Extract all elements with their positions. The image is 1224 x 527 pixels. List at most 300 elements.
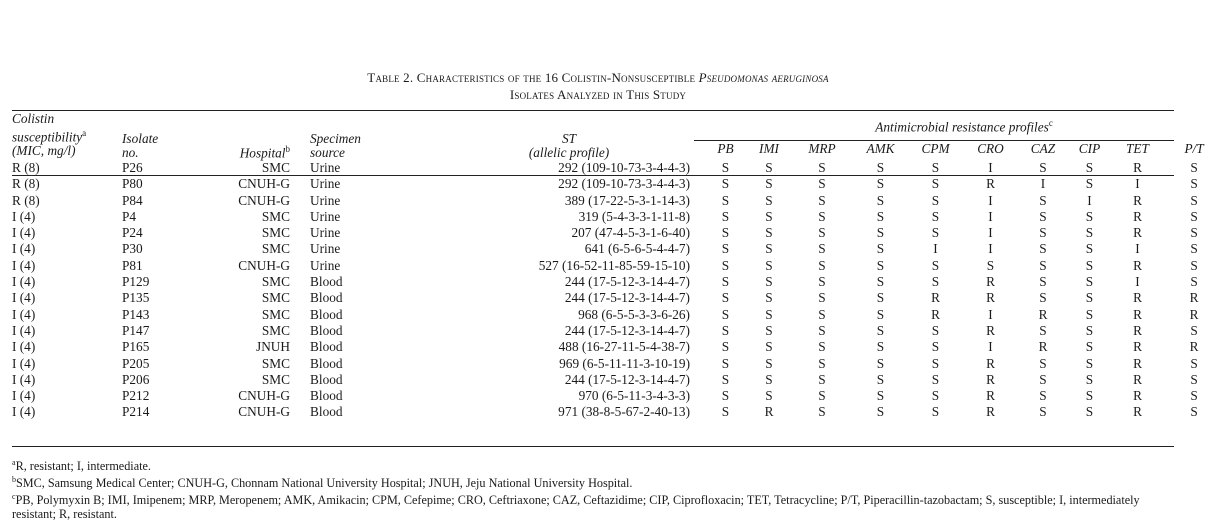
table-row xyxy=(12,241,1224,257)
resistance-cell: I xyxy=(988,241,993,257)
resistance-cell: S xyxy=(1190,257,1198,273)
caption-line-1 xyxy=(0,69,1196,86)
resistance-cell: S xyxy=(876,208,885,224)
resistance-cell: S xyxy=(721,290,730,306)
caption-organism: Pseudomonas aeruginosa xyxy=(698,70,829,85)
antibiotic-header: PB xyxy=(717,141,734,156)
hospital-cell: CNUH-G xyxy=(238,388,290,404)
resistance-cell: S xyxy=(1085,322,1094,338)
resistance-cell: S xyxy=(818,241,826,257)
resistance-cell: S xyxy=(765,208,773,224)
specimen-cell: Blood xyxy=(310,371,343,387)
resistance-cell: S xyxy=(1085,208,1094,224)
st-cell: 970 (6-5-11-3-4-3-3) xyxy=(578,388,690,404)
resistance-cell: S xyxy=(876,404,885,420)
isolate-cell: P206 xyxy=(122,371,150,387)
resistance-cell: S xyxy=(876,257,885,273)
resistance-cell: R xyxy=(1133,257,1142,273)
resistance-cell: S xyxy=(721,322,730,338)
st-header-line-1: ST xyxy=(561,131,577,146)
resistance-cell: S xyxy=(1190,208,1198,224)
caption-line-2: Isolates Analyzed in This Study xyxy=(509,87,687,102)
st-cell: 971 (38-8-5-67-2-40-13) xyxy=(558,404,690,420)
specimen-cell: Urine xyxy=(310,225,341,241)
resistance-cell: R xyxy=(1133,290,1142,306)
resistance-cell: R xyxy=(1133,322,1142,338)
resistance-cell: S xyxy=(876,274,885,290)
table-row xyxy=(12,160,1224,176)
resistance-cell: R xyxy=(1133,160,1142,175)
resistance-cell: S xyxy=(931,160,940,175)
resistance-cell: S xyxy=(1039,388,1047,404)
isolate-cell: P129 xyxy=(122,274,150,290)
resistance-cell: S xyxy=(876,225,885,241)
resistance-cell: S xyxy=(1190,241,1198,257)
resistance-cell: S xyxy=(1039,257,1047,273)
resistance-cell: S xyxy=(1039,160,1047,175)
resistance-cell: S xyxy=(931,388,940,404)
resistance-cell: S xyxy=(818,339,826,355)
st-cell: 244 (17-5-12-3-14-4-7) xyxy=(564,322,690,338)
antibiotic-header: CAZ xyxy=(1030,141,1056,156)
isolate-cell: P26 xyxy=(122,160,143,175)
antibiotic-header: CRO xyxy=(977,141,1004,156)
resistance-cell: I xyxy=(933,241,938,257)
isolate-cell: P24 xyxy=(122,225,143,241)
antibiotic-header: P/T xyxy=(1184,141,1204,156)
resistance-cell: R xyxy=(1189,306,1199,322)
table-row xyxy=(12,404,1224,420)
specimen-cell: Blood xyxy=(310,306,343,322)
resistance-cell: R xyxy=(1133,404,1142,420)
resistance-cell: S xyxy=(1085,339,1094,355)
specimen-cell: Urine xyxy=(310,160,341,175)
resistance-cell: S xyxy=(1190,322,1198,338)
specimen-cell: Blood xyxy=(310,339,343,355)
st-cell: 488 (16-27-11-5-4-38-7) xyxy=(558,339,690,355)
resistance-cell: S xyxy=(818,176,826,192)
colistin-header-line-2 xyxy=(12,126,108,144)
resistance-cell: S xyxy=(1190,225,1198,241)
resistance-cell: R xyxy=(986,274,995,290)
resistance-cell: S xyxy=(1039,404,1047,420)
resistance-cell: S xyxy=(818,160,826,175)
colistin-cell: I (4) xyxy=(12,371,36,387)
resistance-cell: R xyxy=(986,290,995,306)
resistance-cell: S xyxy=(1039,290,1047,306)
resistance-cell: R xyxy=(1133,339,1142,355)
resistance-cell: S xyxy=(931,355,940,371)
resistance-cell: S xyxy=(1085,241,1094,257)
resistance-cell: I xyxy=(988,160,993,175)
table-row xyxy=(12,339,1224,355)
resistance-cell: S xyxy=(1039,274,1047,290)
antibiotic-header: CPM xyxy=(921,141,950,156)
hospital-cell: SMC xyxy=(261,160,290,175)
specimen-cell: Blood xyxy=(310,274,343,290)
colistin-cell: I (4) xyxy=(12,257,36,273)
resistance-cell: S xyxy=(1085,355,1094,371)
st-cell: 244 (17-5-12-3-14-4-7) xyxy=(564,290,690,306)
resistance-cell: S xyxy=(1039,208,1047,224)
st-cell: 389 (17-22-5-3-1-14-3) xyxy=(564,192,690,208)
resistance-cell: R xyxy=(986,176,995,192)
st-cell: 244 (17-5-12-3-14-4-7) xyxy=(564,371,690,387)
resistance-cell: S xyxy=(1190,371,1198,387)
specimen-header xyxy=(304,112,394,160)
resistance-cell: S xyxy=(876,355,885,371)
isolate-cell: P80 xyxy=(122,176,143,192)
resistance-cell: R xyxy=(1133,225,1142,241)
specimen-cell: Blood xyxy=(310,404,343,420)
colistin-footnote-mark: a xyxy=(82,128,87,138)
resistance-cell: S xyxy=(721,225,730,241)
st-cell: 319 (5-4-3-3-1-11-8) xyxy=(578,208,690,224)
resistance-cell: I xyxy=(1040,176,1046,192)
resistance-cell: S xyxy=(721,339,730,355)
st-header-line-2: (allelic profile) xyxy=(528,145,610,160)
resistance-cell: S xyxy=(765,160,773,175)
colistin-header-line-3: (MIC, mg/l) xyxy=(12,143,76,159)
resistance-cell: S xyxy=(765,388,773,404)
footnote-text: PB, Polymyxin B; IMI, Imipenem; MRP, Meropenem; AMK, Amikacin; CPM, Cefepime; CRO, Ceftriaxone; CAZ, Ceftazidime; CIP, Ciprofloxacin; TET, Tetracycline; P/T, Piperacillin-tazobactam; S, susceptible; I, intermediately resistant; R, resistant. xyxy=(12,493,1140,522)
resistance-cell: R xyxy=(986,322,995,338)
resistance-cell: S xyxy=(765,257,773,273)
table-row xyxy=(12,388,1224,404)
resistance-cell: S xyxy=(818,192,826,208)
resistance-cell: S xyxy=(876,339,885,355)
resistance-cell: S xyxy=(818,225,826,241)
hospital-cell: SMC xyxy=(261,371,290,387)
colistin-cell: R (8) xyxy=(12,160,40,175)
resistance-cell: S xyxy=(721,241,730,257)
hospital-cell: JNUH xyxy=(256,339,290,355)
colistin-header-text: susceptibility xyxy=(12,129,83,145)
resistance-cell: S xyxy=(721,355,730,371)
resistance-group-header xyxy=(704,112,1224,138)
hospital-cell: SMC xyxy=(261,355,290,371)
resistance-cell: S xyxy=(765,290,773,306)
resistance-cell: S xyxy=(1085,160,1094,175)
resistance-cell: S xyxy=(931,339,940,355)
specimen-cell: Urine xyxy=(310,176,341,192)
resistance-cell: S xyxy=(931,192,940,208)
resistance-cell: S xyxy=(1190,160,1198,175)
resistance-cell: S xyxy=(818,306,826,322)
st-cell: 292 (109-10-73-3-4-4-3) xyxy=(558,176,690,192)
resistance-cell: S xyxy=(765,339,773,355)
hospital-cell: SMC xyxy=(261,290,290,306)
resistance-cell: S xyxy=(765,241,773,257)
footnotes xyxy=(12,456,1182,521)
resistance-group-text: Antimicrobial resistance profiles xyxy=(875,119,1049,135)
isolate-cell: P4 xyxy=(122,208,137,224)
resistance-cell: S xyxy=(931,176,940,192)
st-cell: 968 (6-5-5-3-3-6-26) xyxy=(578,306,690,322)
resistance-cell: R xyxy=(931,306,940,322)
table-row xyxy=(12,176,1224,192)
st-cell: 641 (6-5-6-5-4-4-7) xyxy=(584,241,690,257)
resistance-cell: S xyxy=(1190,404,1198,420)
footnote xyxy=(12,490,1182,521)
resistance-cell: S xyxy=(1085,306,1094,322)
resistance-cell: S xyxy=(1085,225,1094,241)
resistance-cell: S xyxy=(721,404,730,420)
hospital-cell: CNUH-G xyxy=(238,192,290,208)
isolate-cell: P147 xyxy=(122,322,150,338)
colistin-header xyxy=(12,112,108,160)
bottom-rule xyxy=(12,446,1174,447)
resistance-cell: S xyxy=(876,241,885,257)
resistance-cell: S xyxy=(876,306,885,322)
footnote-mark: c xyxy=(12,492,16,502)
hospital-footnote-mark: b xyxy=(285,143,290,154)
table-body xyxy=(12,160,1224,421)
resistance-cell: R xyxy=(1038,339,1048,355)
hospital-cell: SMC xyxy=(261,241,290,257)
isolate-cell: P135 xyxy=(122,290,150,306)
resistance-cell: S xyxy=(1039,371,1047,387)
resistance-cell: S xyxy=(818,322,826,338)
resistance-cell: S xyxy=(1085,257,1094,273)
resistance-cell: S xyxy=(765,225,773,241)
resistance-cell: I xyxy=(1135,274,1140,290)
resistance-cell: S xyxy=(931,208,940,224)
resistance-cell: S xyxy=(1039,355,1047,371)
colistin-cell: I (4) xyxy=(12,388,36,404)
isolate-cell: P165 xyxy=(122,339,150,355)
isolate-cell: P214 xyxy=(122,404,150,420)
resistance-cell: S xyxy=(818,274,826,290)
resistance-cell: S xyxy=(986,257,995,273)
isolate-cell: P143 xyxy=(122,306,150,322)
isolate-cell: P81 xyxy=(122,257,143,273)
hospital-cell: CNUH-G xyxy=(238,257,290,273)
resistance-cell: S xyxy=(931,404,940,420)
specimen-cell: Blood xyxy=(310,322,343,338)
isolate-header-line-2: no. xyxy=(122,145,139,160)
resistance-cell: R xyxy=(931,290,940,306)
resistance-cell: S xyxy=(876,322,885,338)
resistance-cell: R xyxy=(986,355,995,371)
resistance-cell: S xyxy=(721,208,730,224)
specimen-cell: Blood xyxy=(310,355,343,371)
resistance-cell: S xyxy=(721,192,730,208)
resistance-cell: R xyxy=(986,404,995,420)
resistance-cell: R xyxy=(1133,306,1142,322)
resistance-cell: I xyxy=(988,225,993,241)
st-cell: 527 (16-52-11-85-59-15-10) xyxy=(538,257,690,273)
footnote xyxy=(12,456,1182,473)
table-row xyxy=(12,258,1224,274)
resistance-cell: R xyxy=(1189,339,1199,355)
colistin-cell: I (4) xyxy=(12,225,36,241)
table-row xyxy=(12,323,1224,339)
resistance-cell: S xyxy=(1190,192,1198,208)
resistance-cell: S xyxy=(1039,322,1047,338)
resistance-cell: S xyxy=(818,388,826,404)
isolate-table xyxy=(12,112,1224,421)
resistance-cell: R xyxy=(1133,371,1142,387)
resistance-cell: S xyxy=(1190,388,1198,404)
resistance-cell: S xyxy=(721,257,730,273)
footnote-text: R, resistant; I, intermediate. xyxy=(15,459,151,474)
isolate-header xyxy=(108,112,204,160)
resistance-cell: S xyxy=(1039,241,1047,257)
resistance-cell: R xyxy=(764,404,774,420)
resistance-cell: S xyxy=(1085,404,1094,420)
hospital-header xyxy=(204,112,304,160)
footnote xyxy=(12,473,1182,490)
resistance-cell: S xyxy=(876,160,885,175)
resistance-cell: R xyxy=(1038,306,1048,322)
resistance-cell: S xyxy=(765,306,773,322)
resistance-cell: I xyxy=(1135,241,1140,257)
antibiotic-header: IMI xyxy=(759,141,779,156)
footnote-mark: a xyxy=(12,458,16,467)
resistance-cell: S xyxy=(876,371,885,387)
antibiotic-header: TET xyxy=(1126,141,1149,156)
hospital-cell: SMC xyxy=(261,208,290,224)
table-row xyxy=(12,307,1224,323)
resistance-cell: S xyxy=(1190,274,1198,290)
hospital-cell: CNUH-G xyxy=(238,404,290,420)
st-header xyxy=(394,112,704,160)
colistin-cell: I (4) xyxy=(12,274,36,290)
resistance-cell: S xyxy=(818,290,826,306)
resistance-cell: S xyxy=(818,257,826,273)
resistance-cell: S xyxy=(765,176,773,192)
colistin-cell: I (4) xyxy=(12,355,36,371)
isolate-cell: P30 xyxy=(122,241,143,257)
resistance-cell: S xyxy=(1039,225,1047,241)
colistin-cell: I (4) xyxy=(12,290,36,306)
resistance-cell: R xyxy=(986,371,995,387)
table-row xyxy=(12,225,1224,241)
resistance-cell: S xyxy=(931,371,940,387)
antibiotic-header: MRP xyxy=(808,141,836,156)
colistin-cell: R (8) xyxy=(12,176,40,192)
resistance-cell: S xyxy=(876,176,885,192)
resistance-cell: S xyxy=(765,355,773,371)
hospital-header-text: Hospital xyxy=(239,145,286,160)
isolate-cell: P205 xyxy=(122,355,150,371)
colistin-cell: I (4) xyxy=(12,404,36,420)
resistance-cell: I xyxy=(988,192,993,208)
resistance-cell: S xyxy=(1085,371,1094,387)
specimen-header-line-2: source xyxy=(310,145,345,160)
hospital-cell: SMC xyxy=(261,225,290,241)
top-rule xyxy=(12,110,1174,111)
resistance-cell: S xyxy=(721,274,730,290)
resistance-cell: S xyxy=(765,192,773,208)
isolate-cell: P84 xyxy=(122,192,143,208)
resistance-cell: R xyxy=(1189,290,1199,306)
resistance-cell: S xyxy=(931,322,940,338)
hospital-cell: SMC xyxy=(261,322,290,338)
resistance-cell: I xyxy=(988,306,993,322)
resistance-cell: I xyxy=(1135,176,1140,192)
resistance-cell: S xyxy=(931,274,940,290)
hospital-cell: CNUH-G xyxy=(238,176,290,192)
resistance-cell: S xyxy=(876,290,885,306)
antibiotic-header: CIP xyxy=(1078,141,1101,156)
resistance-cell: S xyxy=(765,322,773,338)
resistance-cell: S xyxy=(818,208,826,224)
st-cell: 244 (17-5-12-3-14-4-7) xyxy=(564,274,690,290)
hospital-cell: SMC xyxy=(261,306,290,322)
resistance-cell: I xyxy=(1087,192,1092,208)
st-cell: 207 (47-4-5-3-1-6-40) xyxy=(571,225,690,241)
specimen-cell: Urine xyxy=(310,257,341,273)
resistance-cell: R xyxy=(986,388,995,404)
resistance-cell: I xyxy=(988,208,993,224)
st-cell: 969 (6-5-11-11-3-10-19) xyxy=(559,355,690,371)
specimen-header-line-1: Specimen xyxy=(310,131,361,146)
table-row xyxy=(12,193,1224,209)
resistance-cell: R xyxy=(1133,192,1142,208)
table-caption xyxy=(0,69,1196,103)
colistin-cell: I (4) xyxy=(12,241,36,257)
resistance-cell: R xyxy=(1133,355,1142,371)
antibiotic-header: AMK xyxy=(866,141,895,156)
specimen-cell: Blood xyxy=(310,388,343,404)
resistance-cell: S xyxy=(876,388,885,404)
resistance-cell: R xyxy=(1133,208,1142,224)
resistance-cell: S xyxy=(721,371,730,387)
colistin-cell: I (4) xyxy=(12,322,36,338)
resistance-cell: S xyxy=(721,306,730,322)
resistance-cell: S xyxy=(1085,274,1094,290)
specimen-cell: Urine xyxy=(310,241,341,257)
isolate-cell: P212 xyxy=(122,388,150,404)
colistin-cell: I (4) xyxy=(12,339,36,355)
specimen-cell: Blood xyxy=(310,290,343,306)
resistance-cell: S xyxy=(818,355,826,371)
resistance-cell: S xyxy=(765,371,773,387)
isolate-header-line-1: Isolate xyxy=(122,131,159,146)
resistance-cell: S xyxy=(818,404,826,420)
hospital-cell: SMC xyxy=(261,274,290,290)
colistin-cell: I (4) xyxy=(12,306,36,322)
resistance-cell: S xyxy=(721,176,730,192)
resistance-cell: S xyxy=(931,257,940,273)
caption-prefix: Table 2. Characteristics of the 16 Colistin-Nonsusceptible xyxy=(367,70,699,85)
resistance-cell: S xyxy=(1039,192,1047,208)
colistin-cell: I (4) xyxy=(12,208,36,224)
table-row xyxy=(12,274,1224,290)
colistin-header-line-1: Colistin xyxy=(12,111,55,126)
resistance-cell: S xyxy=(765,274,773,290)
table-row xyxy=(12,209,1224,225)
table-row xyxy=(12,290,1224,306)
st-cell: 292 (109-10-73-3-4-4-3) xyxy=(558,160,690,175)
resistance-cell: S xyxy=(1085,176,1094,192)
specimen-cell: Urine xyxy=(310,208,341,224)
footnote-text: SMC, Samsung Medical Center; CNUH-G, Chonnam National University Hospital; JNUH, Jeju National University Hospital. xyxy=(16,476,633,491)
resistance-cell: I xyxy=(988,339,993,355)
resistance-footnote-mark: c xyxy=(1048,117,1053,128)
resistance-cell: S xyxy=(818,371,826,387)
colistin-cell: R (8) xyxy=(12,192,40,208)
table-row xyxy=(12,372,1224,388)
resistance-cell: S xyxy=(721,388,730,404)
resistance-cell: S xyxy=(931,225,940,241)
resistance-cell: S xyxy=(1190,355,1198,371)
resistance-cell: S xyxy=(1085,388,1094,404)
resistance-cell: S xyxy=(1085,290,1094,306)
specimen-cell: Urine xyxy=(310,192,341,208)
